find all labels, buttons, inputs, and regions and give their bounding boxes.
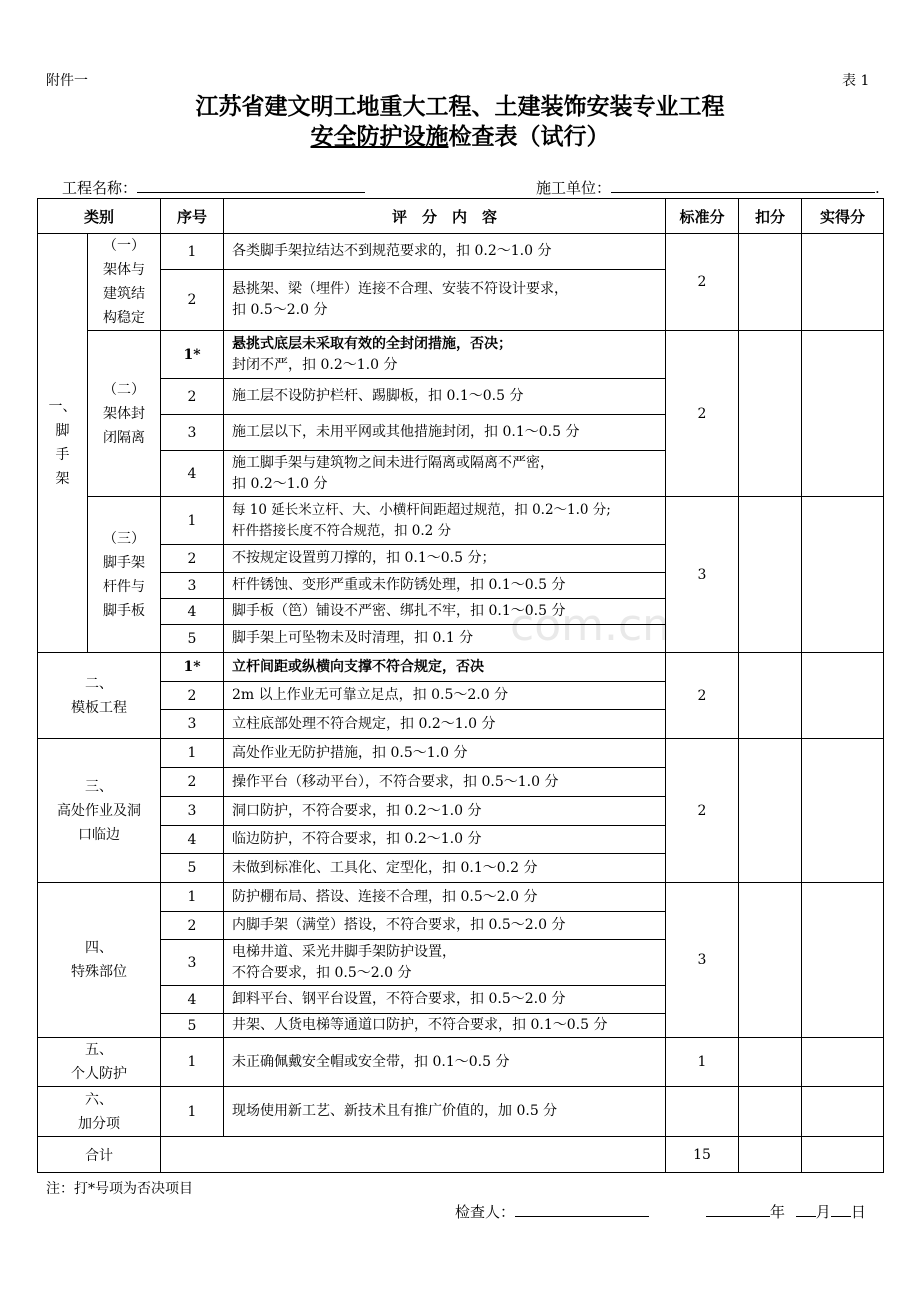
category-bonus xyxy=(38,1087,161,1137)
category-text: 四、 xyxy=(85,940,113,956)
table-row xyxy=(38,234,884,270)
category-text: 特殊部位 xyxy=(71,964,127,980)
col-actual: 实得分 xyxy=(802,199,884,234)
content-line: 扣 0.2～1.0 分 xyxy=(232,475,328,492)
actual-cell[interactable] xyxy=(802,883,884,1038)
seq-cell: 3 xyxy=(161,710,224,739)
subcategory-text: 脚手板 xyxy=(103,602,145,619)
total-actual-cell[interactable] xyxy=(802,1137,884,1173)
header-row xyxy=(38,199,884,234)
category-text: 口临边 xyxy=(78,826,120,843)
seq-cell: 1 xyxy=(161,883,224,912)
category-scaffold-text: 一、 xyxy=(48,399,77,415)
construction-unit-field xyxy=(536,176,880,198)
seq-cell: 2 xyxy=(161,379,224,415)
seq-cell: 4 xyxy=(161,826,224,854)
seq-cell: 3 xyxy=(161,797,224,826)
category-text: 加分项 xyxy=(78,1115,120,1132)
seq-cell: 1* xyxy=(161,331,224,379)
year-label: 年 xyxy=(770,1203,786,1221)
year-blank xyxy=(706,1200,770,1217)
content-line: 电梯井道、采光井脚手架防护设置， xyxy=(232,943,457,960)
seq-cell: 3 xyxy=(161,415,224,451)
construction-unit-blank xyxy=(611,176,875,193)
content-cell: 施工层以下，未用平网或其他措施封闭，扣 0.1～0.5 分 xyxy=(224,415,666,451)
category-text: 五、 xyxy=(85,1042,113,1058)
subcategory-text: 闭隔离 xyxy=(103,429,145,446)
content-cell: 脚手架上可坠物未及时清理，扣 0.1 分 xyxy=(224,625,666,653)
category-text: 模板工程 xyxy=(71,699,127,716)
seq-cell: 1 xyxy=(161,234,224,270)
page-title: 江苏省建文明工地重大工程、土建装饰安装专业工程 xyxy=(195,93,725,120)
total-deduct-cell[interactable] xyxy=(739,1137,802,1173)
content-cell: 操作平台（移动平台），不符合要求，扣 0.5～1.0 分 xyxy=(224,768,666,797)
seq-cell: 2 xyxy=(161,270,224,331)
content-cell xyxy=(224,331,666,379)
content-cell: 卸料平台、钢平台设置，不符合要求，扣 0.5～2.0 分 xyxy=(224,986,666,1014)
standard-score: 2 xyxy=(666,653,739,739)
standard-score: 1 xyxy=(666,1038,739,1087)
construction-unit-label: 施工单位： xyxy=(536,179,612,197)
content-cell: 洞口防护，不符合要求，扣 0.2～1.0 分 xyxy=(224,797,666,826)
content-line: 扣 0.5～2.0 分 xyxy=(232,302,328,319)
deduct-cell[interactable] xyxy=(739,1038,802,1087)
table-row xyxy=(38,739,884,768)
seq-cell: 3 xyxy=(161,573,224,599)
day-label: 日 xyxy=(850,1203,866,1221)
subtitle-rest: 检查表（试行） xyxy=(448,123,610,150)
seq-cell: 1 xyxy=(161,497,224,545)
subcategory-text: 构稳定 xyxy=(103,310,145,326)
actual-cell[interactable] xyxy=(802,1038,884,1087)
project-name-field xyxy=(62,176,365,198)
seq-cell: 4 xyxy=(161,451,224,497)
content-cell: 杆件锈蚀、变形严重或未作防锈处理，扣 0.1～0.5 分 xyxy=(224,573,666,599)
content-cell: 现场使用新工艺、新技术且有推广价值的，加 0.5 分 xyxy=(224,1087,666,1137)
seq-cell: 2 xyxy=(161,912,224,940)
month-label: 月 xyxy=(815,1203,831,1221)
date-field xyxy=(706,1200,866,1222)
seq-cell: 2 xyxy=(161,545,224,573)
content-line: 封闭不严，扣 0.2～1.0 分 xyxy=(232,356,398,373)
deduct-cell[interactable] xyxy=(739,653,802,739)
checker-blank xyxy=(515,1200,649,1217)
seq-cell: 5 xyxy=(161,854,224,883)
actual-cell[interactable] xyxy=(802,234,884,331)
seq-cell: 5 xyxy=(161,1014,224,1038)
content-line: 施工脚手架与建筑物之间未进行隔离或隔离不严密， xyxy=(232,454,555,471)
checker-label: 检查人： xyxy=(455,1203,516,1221)
standard-score: 2 xyxy=(666,739,739,883)
content-cell: 脚手板（笆）铺设不严密、绑扎不牢，扣 0.1～0.5 分 xyxy=(224,599,666,625)
content-cell: 防护棚布局、搭设、连接不合理，扣 0.5～2.0 分 xyxy=(224,883,666,912)
deduct-cell[interactable] xyxy=(739,1087,802,1137)
subcategory-2 xyxy=(88,331,161,497)
subcategory-text: （一） xyxy=(103,238,145,254)
content-cell xyxy=(224,451,666,497)
table-row xyxy=(38,331,884,379)
table-row xyxy=(38,653,884,682)
total-standard-score: 15 xyxy=(666,1137,739,1173)
inspection-table xyxy=(37,198,884,1173)
seq-cell: 1 xyxy=(161,739,224,768)
subcategory-1 xyxy=(88,234,161,331)
content-cell: 不按规定设置剪刀撑的，扣 0.1～0.5 分； xyxy=(224,545,666,573)
content-cell: 立杆间距或纵横向支撑不符合规定，否决 xyxy=(224,653,666,682)
project-name-label: 工程名称： xyxy=(62,179,138,197)
standard-score: 2 xyxy=(666,234,739,331)
col-category: 类别 xyxy=(38,199,161,234)
deduct-cell[interactable] xyxy=(739,234,802,331)
content-line: 悬挑式底层未采取有效的全封闭措施，否决； xyxy=(232,335,513,352)
content-line: 不符合要求，扣 0.5～2.0 分 xyxy=(232,964,412,981)
content-cell xyxy=(224,270,666,331)
subcategory-text: 杆件与 xyxy=(103,578,145,595)
subcategory-text: 架体封 xyxy=(103,405,145,422)
category-text: 个人防护 xyxy=(71,1066,127,1082)
category-scaffold-text: 架 xyxy=(55,471,70,487)
content-line: 每 10 延长米立杆、大、小横杆间距超过规范，扣 0.2～1.0 分; xyxy=(232,501,611,518)
checker-field xyxy=(455,1200,649,1222)
seq-cell: 5 xyxy=(161,625,224,653)
seq-cell: 1 xyxy=(161,1038,224,1087)
category-special-parts xyxy=(38,883,161,1038)
unit-trailing-dot: . xyxy=(875,179,880,197)
seq-cell: 4 xyxy=(161,986,224,1014)
seq-cell: 3 xyxy=(161,940,224,986)
subcategory-text: 架体与 xyxy=(103,262,145,278)
subcategory-text: 建筑结 xyxy=(103,286,145,302)
category-text: 六、 xyxy=(85,1091,113,1108)
actual-cell[interactable] xyxy=(802,739,884,883)
content-cell xyxy=(224,940,666,986)
content-cell: 施工层不设防护栏杆、踢脚板，扣 0.1～0.5 分 xyxy=(224,379,666,415)
category-scaffold xyxy=(38,234,88,653)
table-row xyxy=(38,497,884,545)
seq-cell: 1 xyxy=(161,1087,224,1137)
content-cell xyxy=(224,497,666,545)
day-blank xyxy=(831,1200,851,1217)
seq-cell: 2 xyxy=(161,768,224,797)
table-row xyxy=(38,1038,884,1087)
content-cell: 内脚手架（满堂）搭设，不符合要求，扣 0.5～2.0 分 xyxy=(224,912,666,940)
table-row xyxy=(38,883,884,912)
category-text: 高处作业及洞 xyxy=(57,802,141,819)
category-scaffold-text: 脚 xyxy=(55,423,70,439)
project-name-blank xyxy=(137,176,365,193)
month-blank xyxy=(796,1200,816,1217)
subcategory-text: 脚手架 xyxy=(103,554,145,571)
content-cell: 临边防护，不符合要求，扣 0.2～1.0 分 xyxy=(224,826,666,854)
annex-label: 附件一 xyxy=(46,73,88,89)
col-content: 评 分 内 容 xyxy=(224,199,666,234)
col-standard: 标准分 xyxy=(666,199,739,234)
page-subtitle xyxy=(0,118,920,151)
content-cell: 2m 以上作业无可靠立足点，扣 0.5～2.0 分 xyxy=(224,682,666,710)
content-cell: 高处作业无防护措施，扣 0.5～1.0 分 xyxy=(224,739,666,768)
actual-cell[interactable] xyxy=(802,331,884,497)
footnote: 注：打*号项为否决项目 xyxy=(46,1181,193,1197)
actual-cell[interactable] xyxy=(802,1087,884,1137)
actual-cell[interactable] xyxy=(802,497,884,653)
content-line: 杆件搭接长度不符合规范，扣 0.2 分 xyxy=(232,522,452,539)
content-cell: 井架、人货电梯等通道口防护，不符合要求，扣 0.1～0.5 分 xyxy=(224,1014,666,1038)
total-row xyxy=(38,1137,884,1173)
seq-cell: 4 xyxy=(161,599,224,625)
col-seq: 序号 xyxy=(161,199,224,234)
subcategory-3 xyxy=(88,497,161,653)
category-scaffold-text: 手 xyxy=(55,447,70,463)
subcategory-text: （二） xyxy=(103,381,145,398)
seq-cell: 1* xyxy=(161,653,224,682)
total-blank xyxy=(161,1137,666,1173)
category-text: 二、 xyxy=(85,675,113,692)
col-deduct: 扣分 xyxy=(739,199,802,234)
content-line: 悬挑架、梁（埋件）连接不合理、安装不符设计要求， xyxy=(232,281,569,298)
category-personal-protection xyxy=(38,1038,161,1087)
deduct-cell[interactable] xyxy=(739,331,802,497)
table-row xyxy=(38,1087,884,1137)
standard-score: 3 xyxy=(666,497,739,653)
seq-cell: 2 xyxy=(161,682,224,710)
standard-score: 3 xyxy=(666,883,739,1038)
actual-cell[interactable] xyxy=(802,653,884,739)
subcategory-text: （三） xyxy=(103,530,145,547)
content-cell: 未正确佩戴安全帽或安全带，扣 0.1～0.5 分 xyxy=(224,1038,666,1087)
content-cell: 立柱底部处理不符合规定，扣 0.2～1.0 分 xyxy=(224,710,666,739)
deduct-cell[interactable] xyxy=(739,883,802,1038)
deduct-cell[interactable] xyxy=(739,497,802,653)
category-formwork xyxy=(38,653,161,739)
category-text: 三、 xyxy=(85,778,113,795)
content-cell: 各类脚手架拉结达不到规范要求的，扣 0.2～1.0 分 xyxy=(224,234,666,270)
deduct-cell[interactable] xyxy=(739,739,802,883)
category-height-work xyxy=(38,739,161,883)
total-label: 合计 xyxy=(38,1137,161,1173)
table-number: 表 1 xyxy=(842,73,870,89)
content-cell: 未做到标准化、工具化、定型化，扣 0.1～0.2 分 xyxy=(224,854,666,883)
standard-score: 2 xyxy=(666,331,739,497)
subtitle-underlined: 安全防护设施 xyxy=(310,123,449,150)
standard-score xyxy=(666,1087,739,1137)
watermark: com.cn xyxy=(510,600,671,651)
